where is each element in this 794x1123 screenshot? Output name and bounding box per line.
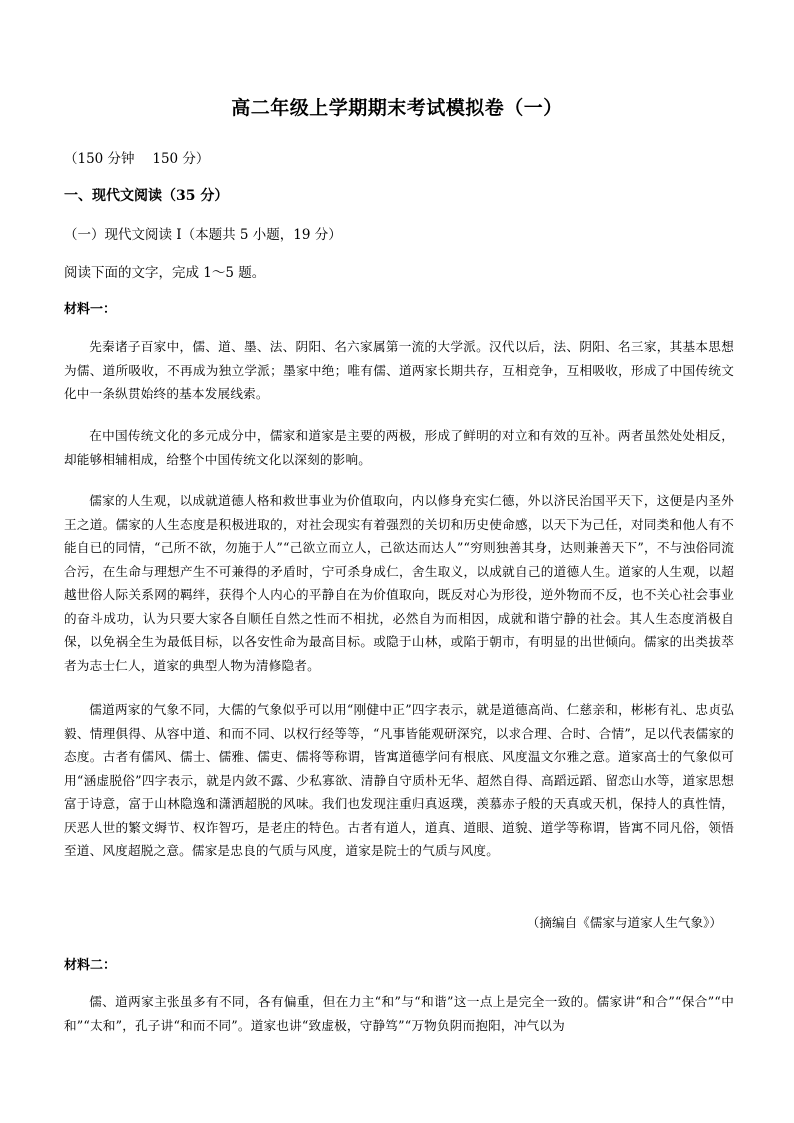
paragraph-material-two: 儒、道两家主张虽多有不同，各有偏重，但在力主“和”与“和谐”这一点上是完全一致的。儒家讲“和合”“保合”“中和”“太和”，孔子讲“和而不同”。道家也讲“致虚极，守静笃”“万物负阴而抱阳，冲气以为 [64, 994, 734, 1033]
material-two-label: 材料二： [64, 958, 117, 973]
reading-instruction: 阅读下面的文字，完成 1～5 题。 [64, 265, 266, 281]
section-heading: 一、现代文阅读（35 分） [64, 188, 229, 204]
exam-title: 高二年级上学期期末考试模拟卷（一） [231, 97, 563, 119]
exam-meta: （150 分钟 150 分） [64, 151, 210, 167]
material-one-label: 材料一： [64, 302, 117, 317]
paragraph-2: 在中国传统文化的多元成分中，儒家和道家是主要的两极，形成了鲜明的对立和有效的互补。两者虽然处处相反，却能够相辅相成，给整个中国传统文化以深刻的影响。 [64, 428, 734, 467]
subsection-heading: （一）现代文阅读 I（本题共 5 小题，19 分） [64, 227, 342, 243]
source-citation: （摘编自《儒家与道家人生气象》） [526, 915, 722, 930]
paragraph-3: 儒家的人生观，以成就道德人格和救世事业为价值取向，内以修身充实仁德，外以济民治国平天下，这便是内圣外王之道。儒家的人生态度是积极进取的，对社会现实有着强烈的关切和历史使命感，以天下为己任，对同类和他人有不能自已的同情，“己所不欲，勿施于人”“己欲立而立人，己欲达而达人”“穷则独善其身，达则兼善天下”，不与浊俗同流合污，在生命与理想产生不可兼得的矛盾时，宁可杀身成仁，舍生取义，以成就自己的道德人生。道家的人生观，以超越世俗人际关系网的羁绊，获得个人内心的平静自在为价值取向，既反对心为形役，逆外物而不反，也不关心社会事业的奋斗成功，认为只要大家各自顺任自然之性而不相扰，必然自为而相因，成就和谐宁静的社会。其人生态度消极自保，以免祸全生为最低目标，以各安性命为最高目标。或隐于山林，或陷于朝市，有明显的出世倾向。儒家的出类拔萃者为志士仁人，道家的典型人物为清修隐者。 [64, 493, 734, 673]
paragraph-1: 先秦诸子百家中，儒、道、墨、法、阴阳、名六家属第一流的大学派。汉代以后，法、阴阳、名三家，其基本思想为儒、道所吸收，不再成为独立学派；墨家中绝；唯有儒、道两家长期共存，互相竞争，互相吸收，形成了中国传统文化中一条纵贯始终的基本发展线索。 [64, 339, 734, 401]
paragraph-4: 儒道两家的气象不同，大儒的气象似乎可以用“刚健中正”四字表示，就是道德高尚、仁慈亲和，彬彬有礼、忠贞弘毅、情理俱得、从容中道、和而不同、以权行经等等，“凡事皆能观研深究，以求合理、合时、合情”，足以代表儒家的态度。古者有儒风、儒士、儒雅、儒吏、儒将等称谓，皆寓道德学问有根底、风度温文尔雅之意。道家高士的气象似可用“涵虚脱俗”四字表示，就是内敛不露、少私寡欲、清静自守质朴无华、超然自得、高蹈远蹈、留恋山水等，道家思想富于诗意，富于山林隐逸和潇洒超脱的风味。我们也发现注重归真返璞，羡慕赤子般的天真或天机，保持人的真性情，厌恶人世的繁文缛节、权诈智巧，是老庄的特色。古者有道人，道真、道眼、道貌、道学等称谓，皆寓不同凡俗，领悟至道、风度超脱之意。儒家是忠良的气质与风度，道家是院士的气质与风度。 [64, 702, 734, 858]
